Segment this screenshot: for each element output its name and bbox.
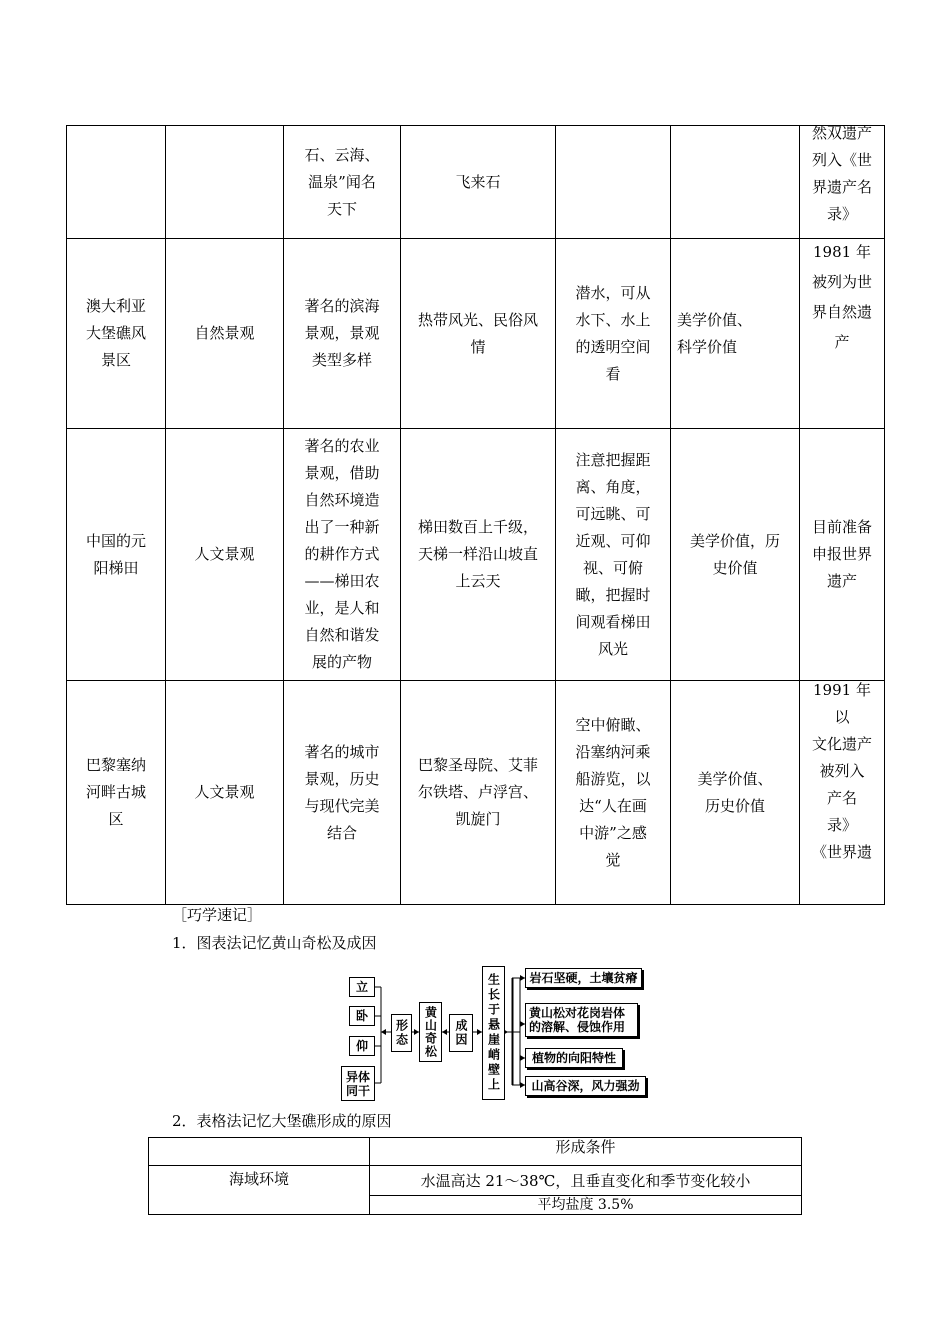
cell-value: 美学价值，历 史价值	[671, 429, 800, 681]
table-row	[149, 1166, 802, 1196]
reef-conditions-table	[148, 1137, 802, 1215]
reason-box: 植物的向阳特性	[525, 1048, 623, 1068]
shape-box: 仰	[349, 1036, 375, 1056]
table-row	[149, 1138, 802, 1166]
cell-feature: 著名的农业 景观，借助 自然环境造 出了一种新 的耕作方式 ——梯田农 业，是人和 自然和谐发 展的产物	[284, 429, 401, 681]
cell-type	[166, 126, 284, 239]
cell-method: 潜水，可从 水下、水上 的透明空间 看	[556, 239, 671, 429]
condition-cell: 平均盐度 3.5%	[370, 1196, 802, 1215]
table-row	[67, 239, 885, 429]
grow-box: 生长于悬崖峭壁上	[482, 966, 505, 1100]
table-row	[67, 681, 885, 905]
cell-status: 1981 年 被列为世 界自然遗 产	[800, 239, 885, 429]
tips-item-2: 2．表格法记忆大堡礁形成的原因	[172, 1112, 392, 1130]
cell-name: 中国的元 阳梯田	[67, 429, 166, 681]
cell-feature: 石、云海、 温泉”闻名 天下	[284, 126, 401, 239]
header-cell: 形成条件	[370, 1138, 802, 1166]
cell-feature: 著名的滨海 景观，景观 类型多样	[284, 239, 401, 429]
header-empty-cell	[149, 1138, 370, 1166]
shape-box: 立	[349, 977, 375, 997]
tips-heading: ［巧学速记］	[172, 906, 263, 924]
cell-method: 空中俯瞰、 沿塞纳河乘 船游览，以 达“人在画 中游”之感 觉	[556, 681, 671, 905]
label-cell: 海域环境	[149, 1166, 370, 1215]
cell-method	[556, 126, 671, 239]
form-box: 形态	[391, 1014, 412, 1052]
cell-name	[67, 126, 166, 239]
shape-box: 异体同干	[341, 1066, 375, 1101]
cell-name: 澳大利亚 大堡礁风 景区	[67, 239, 166, 429]
cell-sights: 飞来石	[401, 126, 556, 239]
cell-sights: 巴黎圣母院、艾菲 尔铁塔、卢浮宫、 凯旋门	[401, 681, 556, 905]
cell-value	[671, 126, 800, 239]
huangshan-pine-diagram	[335, 962, 655, 1107]
reason-box: 山高谷深，风力强劲	[525, 1076, 646, 1096]
cell-type: 人文景观	[166, 681, 284, 905]
condition-cell: 水温高达 21～38℃，且垂直变化和季节变化较小	[370, 1166, 802, 1196]
cell-type: 人文景观	[166, 429, 284, 681]
reason-box: 黄山松对花岗岩体的溶解、侵蚀作用	[525, 1003, 638, 1037]
cell-status: 1991 年 以 文化遗产 被列入 产名 录》 《世界遗	[800, 681, 885, 905]
cause-box: 成因	[449, 1014, 473, 1052]
tips-item-1: 1．图表法记忆黄山奇松及成因	[172, 934, 377, 952]
cell-method: 注意把握距 离、角度， 可远眺、可 近观、可仰 视、可俯 瞰，把握时 间观看梯田 风光	[556, 429, 671, 681]
table-row	[67, 429, 885, 681]
cell-type: 自然景观	[166, 239, 284, 429]
heritage-table	[66, 125, 885, 905]
cell-value: 美学价值、 科学价值	[671, 239, 800, 429]
cell-feature: 著名的城市 景观，历史 与现代完美 结合	[284, 681, 401, 905]
center-box: 黄山奇松	[419, 1002, 442, 1062]
cell-name: 巴黎塞纳 河畔古城 区	[67, 681, 166, 905]
reason-box: 岩石坚硬，土壤贫瘠	[525, 968, 642, 988]
shape-box: 卧	[349, 1006, 375, 1026]
cell-value: 美学价值、 历史价值	[671, 681, 800, 905]
cell-status: 然双遗产 列入《世 界遗产名 录》	[800, 126, 885, 239]
cell-sights: 梯田数百上千级， 天梯一样沿山坡直 上云天	[401, 429, 556, 681]
cell-sights: 热带风光、民俗风 情	[401, 239, 556, 429]
table-row	[67, 126, 885, 239]
cell-status: 目前准备 申报世界 遗产	[800, 429, 885, 681]
